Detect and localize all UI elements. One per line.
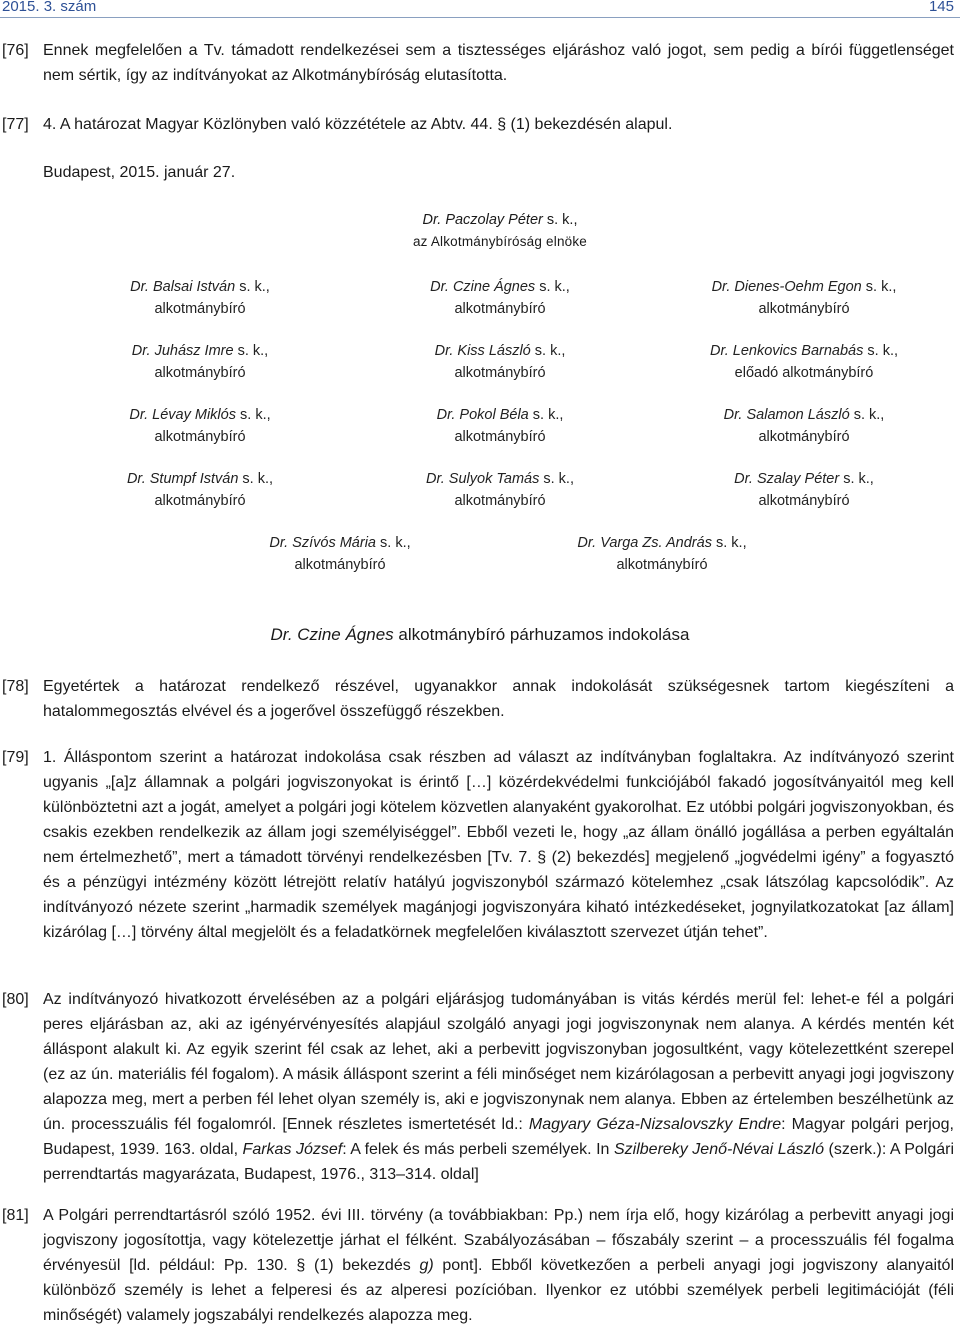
- judge-role: alkotmánybíró: [454, 493, 546, 509]
- judge-signature: [80, 276, 320, 320]
- judge-name: Dr. Czine Ágnes: [430, 279, 536, 295]
- paragraph-text: [43, 987, 954, 1187]
- judge-sk: s. k.,: [375, 535, 411, 551]
- judge-role: alkotmánybíró: [758, 429, 850, 445]
- section-title-name: Dr. Czine Ágnes: [270, 625, 394, 644]
- author-name: Farkas József: [242, 1141, 343, 1158]
- judge-name: Dr. Sulyok Tamás: [425, 471, 540, 487]
- paragraph-text: 4. A határozat Magyar Közlönyben való közzététele az Abtv. 44. § (1) bekezdésén alapul.: [43, 116, 673, 133]
- chief-role: az Alkotmánybíróság elnöke: [412, 234, 588, 249]
- judge-name: Dr. Szalay Péter: [734, 471, 840, 487]
- judge-name: Dr. Lenkovics Barnabás: [709, 343, 864, 359]
- paragraph-number: [79]: [2, 749, 29, 766]
- judge-signature: [80, 468, 320, 512]
- judge-sk: s. k.,: [711, 535, 747, 551]
- judge-name: Dr. Szívós Mária: [269, 535, 376, 551]
- judge-signature: [220, 532, 460, 576]
- text-run: : Magyar polgári perjog, Budapest, 1939. 163. oldal,: [43, 1116, 955, 1158]
- judge-sk: s. k.,: [235, 407, 271, 423]
- judge-sk: s. k.,: [235, 279, 270, 295]
- judge-signature: [80, 404, 320, 448]
- judge-name: Dr. Balsai István: [130, 279, 236, 295]
- chief-sk: s. k.,: [542, 212, 578, 228]
- text-run: : A felek és más perbeli személyek. In: [342, 1141, 614, 1158]
- chief-signature: [330, 209, 670, 253]
- judge-role: alkotmánybíró: [454, 301, 546, 317]
- running-header: [0, 0, 960, 18]
- judge-sk: s. k.,: [839, 471, 874, 487]
- paragraph-text: 1. Álláspontom szerint a határozat indokolása csak részben ad választ az indítványban foglaltakra. Az indítványozó szerint ugyanis „[a]z államnak a polgári jogviszonyokat is érintő […] közérdekvédelmi funkciójából fakadó jogosítványaitól meg kell különböztetni azt a jogát, amelyet a polgári jogi kötelem közvetlen alanyaként gyakorolhat. Ez utóbbi polgári jogviszonyokban, és csakis ezekben rendelkezik az állam jogi személyiséggel”. Ebből vezeti le, hogy „az állam önálló jogállása a perben egyáltalán nem értelmezhető”, mert a támadott törvényi rendelkezésben [Tv. 7. § (2) bekezdés] megjelenő „jogvédelmi igény” a fogyasztó és a pénzügyi intézmény között létrejött relatív hatályú jogviszonyból származó kötelemhez „csak látszólag kapcsolódik”. Az indítványozó nézete szerint „harmadik személyek magánjogi jogviszonyára kiható intézkedéseket, jognyilatkozatokat [az állam] kizárólag […] törvény által megjelölt és a feladatkörnek megfelelően kiválasztott szervezet útján tehet”.: [43, 749, 954, 941]
- judge-name: Dr. Juhász Imre: [131, 343, 234, 359]
- paragraph-number: [80]: [2, 991, 29, 1008]
- judge-sk: s. k.,: [861, 279, 897, 295]
- paragraph-number: [78]: [2, 678, 29, 695]
- judge-signature: [80, 340, 320, 384]
- issue-label: 2015. 3. szám: [2, 0, 97, 15]
- text-run: A Polgári perrendtartásról szóló 1952. évi III. törvény (a továbbiakban: Pp.) nem írja elő, hogy kizárólag a perbevitt anyagi jogi jogviszony jogosítottja, vagy kötelezettje járhat el félként. Szabályozásában – főszabály szerint – a processzuális fél fogalma érvényesül [ld. például: Pp. 130. § (1) bekezdés: [43, 1207, 954, 1274]
- author-name: Szilbereky Jenő-Névai László: [613, 1141, 824, 1158]
- text-run: pont]. Ebből következően a perbeli anyagi jogi jogviszony alanyaitól különböző személy is lehet a felperesi és az alperesi pozícióban. Ilyenkor ez utóbbi személyek perbeli legitimációját (féli minőségét) valamely jogszabályi rendelkezés alapozza meg.: [43, 1257, 954, 1324]
- judge-role: alkotmánybíró: [154, 429, 246, 445]
- judge-signature: [684, 340, 924, 384]
- judge-sk: s. k.,: [535, 279, 570, 295]
- judge-name: Dr. Dienes-Oehm Egon: [711, 279, 862, 295]
- judge-signature: [684, 276, 924, 320]
- judge-sk: s. k.,: [238, 471, 274, 487]
- paragraph-number: [76]: [2, 42, 29, 59]
- judge-signature: [684, 468, 924, 512]
- judge-signature: [532, 532, 792, 576]
- judge-sk: s. k.,: [530, 343, 566, 359]
- judge-role: alkotmánybíró: [294, 557, 386, 573]
- section-title: [0, 622, 960, 647]
- judge-role: alkotmánybíró: [454, 365, 546, 381]
- judge-sk: s. k.,: [863, 343, 899, 359]
- chief-name: Dr. Paczolay Péter: [422, 212, 543, 228]
- paragraph-number: [81]: [2, 1207, 29, 1224]
- paragraph-text: Egyetértek a határozat rendelkező részével, ugyanakkor annak indokolását szükségesnek tartom kiegészíteni a hatalommegosztás elvével és a jogerővel összefüggő részekben.: [43, 678, 954, 720]
- paragraph-text: [43, 1203, 954, 1328]
- judge-role: alkotmánybíró: [758, 493, 850, 509]
- judge-name: Dr. Kiss László: [434, 343, 531, 359]
- judge-sk: s. k.,: [233, 343, 269, 359]
- judge-signature: [684, 404, 924, 448]
- judge-name: Dr. Stumpf István: [126, 471, 239, 487]
- judge-role: alkotmánybíró: [758, 301, 850, 317]
- paragraph-number: [77]: [2, 116, 29, 133]
- subpoint-letter: g): [419, 1257, 434, 1274]
- judge-role: alkotmánybíró: [154, 301, 246, 317]
- section-title-rest: alkotmánybíró párhuzamos indokolása: [393, 625, 690, 644]
- judge-signature: [380, 468, 620, 512]
- judge-sk: s. k.,: [528, 407, 564, 423]
- judge-role: alkotmánybíró: [454, 429, 546, 445]
- judge-name: Dr. Lévay Miklós: [129, 407, 236, 423]
- text-run: Az indítványozó hivatkozott érvelésében az a polgári eljárásjog tudományában is vitás kérdés merül fel: lehet-e fél a polgári peres eljárásban az, aki az igényérvényesítés alapjául szolgáló anyagi jogi jogviszonynak nem alanya. A kérdés mentén két álláspont alakult ki. Az egyik szerint fél csak az lehet, aki a perbevitt jogviszonyban jogosultként, vagy kötelezettként szerepel (ez az ún. materiális fél fogalom). A másik álláspont szerint a féli minőséget nem kizárólagosan a perbevitt anyagi jogi jogviszony alapozza meg, mert a perben fél lehet olyan személy is, aki e jogviszonynak nem alanya. Ebben az értelemben beszélhetünk az ún. processzuális fél fogalomról. [Ennek részletes ismertetését ld.:: [43, 991, 954, 1133]
- judge-sk: s. k.,: [849, 407, 885, 423]
- chief-name-line: [330, 209, 670, 231]
- judge-sk: s. k.,: [539, 471, 574, 487]
- judge-role: alkotmánybíró: [154, 493, 246, 509]
- judge-role: előadó alkotmánybíró: [734, 365, 874, 381]
- page-number: 145: [928, 0, 954, 15]
- judge-name: Dr. Salamon László: [723, 407, 850, 423]
- judge-role: alkotmánybíró: [154, 365, 246, 381]
- text-run: (szerk.): A Polgári perrendtartás magyarázata, Budapest, 1976., 313–314. oldal]: [43, 1141, 955, 1183]
- judge-signature: [380, 340, 620, 384]
- judge-name: Dr. Varga Zs. András: [577, 535, 712, 551]
- author-name: Magyary Géza-Nizsalovszky Endre: [528, 1116, 782, 1133]
- paragraph-text: Ennek megfelelően a Tv. támadott rendelkezései sem a tisztességes eljáráshoz való jogot, sem pedig a bírói függetlenséget nem sértik, így az indítványokat az Alkotmánybíróság elutasította.: [43, 42, 954, 84]
- judge-signature: [380, 404, 620, 448]
- place-date: Budapest, 2015. január 27.: [43, 164, 236, 181]
- judge-name: Dr. Pokol Béla: [436, 407, 529, 423]
- judge-signature: [380, 276, 620, 320]
- judge-role: alkotmánybíró: [616, 557, 708, 573]
